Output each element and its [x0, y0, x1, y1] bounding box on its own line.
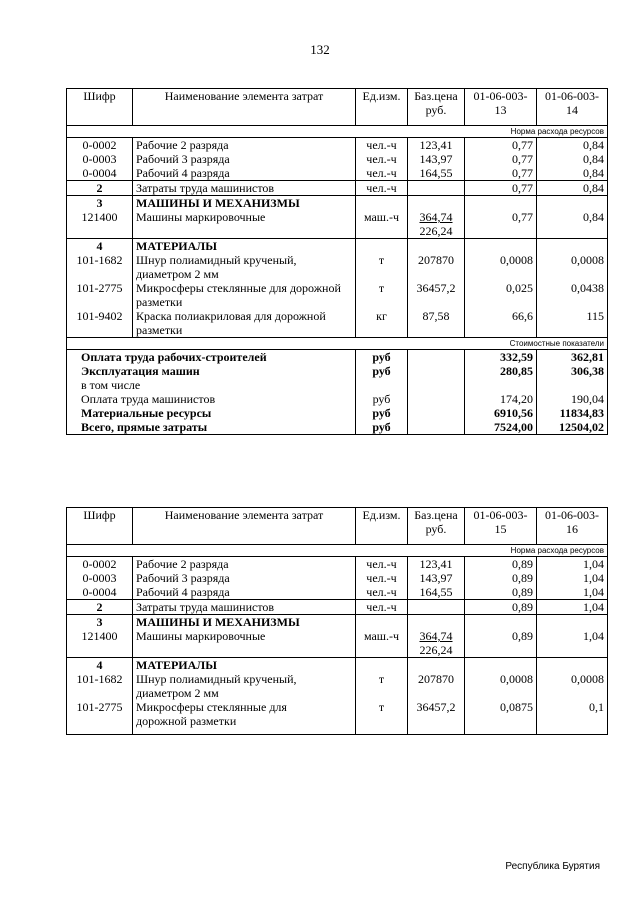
cell-unit: чел.-ч: [356, 152, 408, 166]
summary-value-1: 332,59: [465, 350, 537, 365]
cell-code: 0-0003: [67, 571, 133, 585]
section-number: 3: [67, 615, 133, 630]
cell-value-2: 1,04: [537, 600, 608, 615]
cell-value-2: 1,04: [537, 571, 608, 585]
summary-value-1: 174,20: [465, 392, 537, 406]
cell-name: Машины маркировочные: [133, 629, 356, 658]
cell-code: 2: [67, 181, 133, 196]
cell-code: 0-0004: [67, 166, 133, 181]
summary-name: Оплата труда машинистов: [67, 392, 356, 406]
cell-value-2: 1,04: [537, 557, 608, 572]
cell-unit: т: [356, 253, 408, 281]
cell-unit: маш.-ч: [356, 629, 408, 658]
cell-price-secondary: 226,24: [419, 643, 453, 657]
cell-unit: чел.-ч: [356, 138, 408, 153]
table-row: [67, 210, 608, 239]
section-title: МАТЕРИАЛЫ: [133, 239, 356, 254]
summary-row: [67, 420, 608, 435]
cell-code: 0-0004: [67, 585, 133, 600]
summary-value-2: 190,04: [537, 392, 608, 406]
cell-price: 123,41: [408, 557, 465, 572]
cell-name: Микросферы стеклянные для: [136, 700, 287, 714]
header-name: Наименование элемента затрат: [133, 508, 356, 545]
header-col-1: 01-06-003-13: [465, 89, 537, 126]
table-row: [67, 571, 608, 585]
header-col-2: 01-06-003-14: [537, 89, 608, 126]
cell-name: Рабочий 3 разряда: [133, 571, 356, 585]
cell-price: 164,55: [408, 166, 465, 181]
section-number: 3: [67, 196, 133, 211]
summary-unit: руб: [356, 420, 408, 435]
cell-value-2: 0,84: [537, 138, 608, 153]
section-number: 4: [67, 239, 133, 254]
cell-value-2: 0,0008: [537, 253, 608, 281]
section-row: [67, 196, 608, 211]
header-unit: Ед.изм.: [356, 508, 408, 545]
cell-value-1: 0,0008: [465, 253, 537, 281]
cell-code: 101-9402: [67, 309, 133, 338]
cell-name-cont: диаметром 2 мм: [136, 686, 219, 700]
table-row: [67, 557, 608, 572]
cell-unit: т: [356, 281, 408, 309]
cell-value-1: 0,89: [465, 571, 537, 585]
summary-name: Эксплуатация машин: [67, 364, 356, 378]
summary-value-2: 362,81: [537, 350, 608, 365]
summary-name: Материальные ресурсы: [67, 406, 356, 420]
cell-value-2: 0,0438: [537, 281, 608, 309]
cell-code: 101-1682: [67, 253, 133, 281]
table-row: [67, 629, 608, 658]
summary-row: [67, 392, 608, 406]
cell-price: 123,41: [408, 138, 465, 153]
cost-indicators-label: Стоимостные показатели: [67, 338, 608, 350]
cell-code: 0-0002: [67, 557, 133, 572]
cell-value-2: 0,84: [537, 152, 608, 166]
cell-name: Краска полиакриловая для дорожной: [136, 309, 326, 323]
cell-value-1: 0,0875: [465, 700, 537, 735]
cell-name: Шнур полиамидный крученый,: [136, 253, 297, 267]
cell-value-1: 0,77: [465, 181, 537, 196]
cell-code: 101-2775: [67, 281, 133, 309]
cell-price: 207870: [408, 253, 465, 281]
section-title: МАШИНЫ И МЕХАНИЗМЫ: [133, 196, 356, 211]
summary-name: в том числе: [67, 378, 356, 392]
cell-code: 121400: [67, 629, 133, 658]
table-row: [67, 672, 608, 700]
summary-unit: руб: [356, 392, 408, 406]
cell-unit: чел.-ч: [356, 571, 408, 585]
cell-unit: чел.-ч: [356, 600, 408, 615]
cell-name: Затраты труда машинистов: [133, 600, 356, 615]
cell-name: Рабочий 4 разряда: [133, 585, 356, 600]
cell-unit: т: [356, 672, 408, 700]
summary-row: [67, 406, 608, 420]
cell-price: 36457,2: [408, 281, 465, 309]
section-title: МАШИНЫ И МЕХАНИЗМЫ: [133, 615, 356, 630]
norm-label: Норма расхода ресурсов: [67, 545, 608, 557]
cell-price: 364,74: [419, 629, 453, 643]
cell-value-2: 0,0008: [537, 672, 608, 700]
cell-name: Рабочие 2 разряда: [133, 557, 356, 572]
table-row: [67, 585, 608, 600]
table-row: [67, 152, 608, 166]
cell-unit: маш.-ч: [356, 210, 408, 239]
cell-value-2: 115: [537, 309, 608, 338]
cell-price: 36457,2: [408, 700, 465, 735]
table-row: [67, 181, 608, 196]
cell-name: Затраты труда машинистов: [133, 181, 356, 196]
cell-name: Шнур полиамидный крученый,: [136, 672, 297, 686]
cell-value-1: 0,025: [465, 281, 537, 309]
cost-indicators-row: [67, 338, 608, 350]
cell-name: Микросферы стеклянные для дорожной: [136, 281, 341, 295]
cell-value-1: 0,89: [465, 600, 537, 615]
section-title: МАТЕРИАЛЫ: [133, 658, 356, 673]
cell-price: 87,58: [408, 309, 465, 338]
cell-unit: кг: [356, 309, 408, 338]
cell-code: 0-0003: [67, 152, 133, 166]
cell-value-1: 0,77: [465, 138, 537, 153]
norm-row: [67, 126, 608, 138]
table-row: [67, 166, 608, 181]
cell-name: Рабочий 3 разряда: [133, 152, 356, 166]
summary-value-1: 280,85: [465, 364, 537, 378]
header-col-1: 01-06-003-15: [465, 508, 537, 545]
summary-value-1: 7524,00: [465, 420, 537, 435]
table-row: [67, 138, 608, 153]
summary-name: Оплата труда рабочих-строителей: [67, 350, 356, 365]
summary-unit: руб: [356, 406, 408, 420]
cell-code: 101-1682: [67, 672, 133, 700]
header-code: Шифр: [67, 508, 133, 545]
cell-value-1: 0,77: [465, 210, 537, 239]
cell-price: 143,97: [408, 571, 465, 585]
resource-table-1: [66, 88, 608, 435]
section-number: 4: [67, 658, 133, 673]
cell-price-secondary: 226,24: [419, 224, 453, 238]
resource-table-2: [66, 507, 608, 735]
cell-name-cont: дорожной разметки: [136, 714, 237, 728]
header-unit: Ед.изм.: [356, 89, 408, 126]
section-row: [67, 658, 608, 673]
cell-value-1: 0,89: [465, 629, 537, 658]
cell-name: Рабочий 4 разряда: [133, 166, 356, 181]
cell-value-1: 0,77: [465, 152, 537, 166]
cell-name: Рабочие 2 разряда: [133, 138, 356, 153]
summary-unit: руб: [356, 350, 408, 365]
cell-price: [408, 600, 465, 615]
cell-value-2: 0,84: [537, 181, 608, 196]
cell-value-1: 0,89: [465, 557, 537, 572]
cell-unit: т: [356, 700, 408, 735]
summary-value-2: 11834,83: [537, 406, 608, 420]
table-row: [67, 700, 608, 735]
header-code: Шифр: [67, 89, 133, 126]
table-row: [67, 600, 608, 615]
cell-price: 164,55: [408, 585, 465, 600]
cell-unit: чел.-ч: [356, 166, 408, 181]
table-row: [67, 253, 608, 281]
cell-price: [408, 181, 465, 196]
cell-name-cont: разметки: [136, 295, 183, 309]
cell-value-2: 0,1: [537, 700, 608, 735]
summary-unit: руб: [356, 364, 408, 378]
table-row: [67, 281, 608, 309]
summary-value-2: 12504,02: [537, 420, 608, 435]
table-header-row: [67, 89, 608, 126]
cell-value-2: 0,84: [537, 166, 608, 181]
footer-region: Республика Бурятия: [505, 861, 600, 872]
summary-value-1: 6910,56: [465, 406, 537, 420]
summary-row: [67, 378, 608, 392]
header-col-2: 01-06-003-16: [537, 508, 608, 545]
section-row: [67, 615, 608, 630]
cell-price: 143,97: [408, 152, 465, 166]
page-number: 132: [310, 42, 330, 57]
cell-code: 121400: [67, 210, 133, 239]
cell-code: 2: [67, 600, 133, 615]
header-name: Наименование элемента затрат: [133, 89, 356, 126]
cell-name-cont: диаметром 2 мм: [136, 267, 219, 281]
cell-code: 101-2775: [67, 700, 133, 735]
summary-value-2: 306,38: [537, 364, 608, 378]
summary-name: Всего, прямые затраты: [67, 420, 356, 435]
cell-value-2: 1,04: [537, 585, 608, 600]
cell-unit: чел.-ч: [356, 557, 408, 572]
summary-row: [67, 364, 608, 378]
cell-name: Машины маркировочные: [133, 210, 356, 239]
cell-price: 364,74: [419, 210, 453, 224]
cell-value-1: 0,77: [465, 166, 537, 181]
cell-value-1: 0,0008: [465, 672, 537, 700]
cell-value-2: 1,04: [537, 629, 608, 658]
cell-name-cont: разметки: [136, 323, 183, 337]
cell-price: 207870: [408, 672, 465, 700]
cell-value-1: 0,89: [465, 585, 537, 600]
summary-row: [67, 350, 608, 365]
cell-unit: чел.-ч: [356, 181, 408, 196]
norm-label: Норма расхода ресурсов: [67, 126, 608, 138]
norm-row: [67, 545, 608, 557]
header-price: Баз.цена руб.: [408, 89, 465, 126]
cell-code: 0-0002: [67, 138, 133, 153]
section-row: [67, 239, 608, 254]
table-row: [67, 309, 608, 338]
header-price: Баз.цена руб.: [408, 508, 465, 545]
cell-value-1: 66,6: [465, 309, 537, 338]
table-header-row: [67, 508, 608, 545]
cell-value-2: 0,84: [537, 210, 608, 239]
cell-unit: чел.-ч: [356, 585, 408, 600]
